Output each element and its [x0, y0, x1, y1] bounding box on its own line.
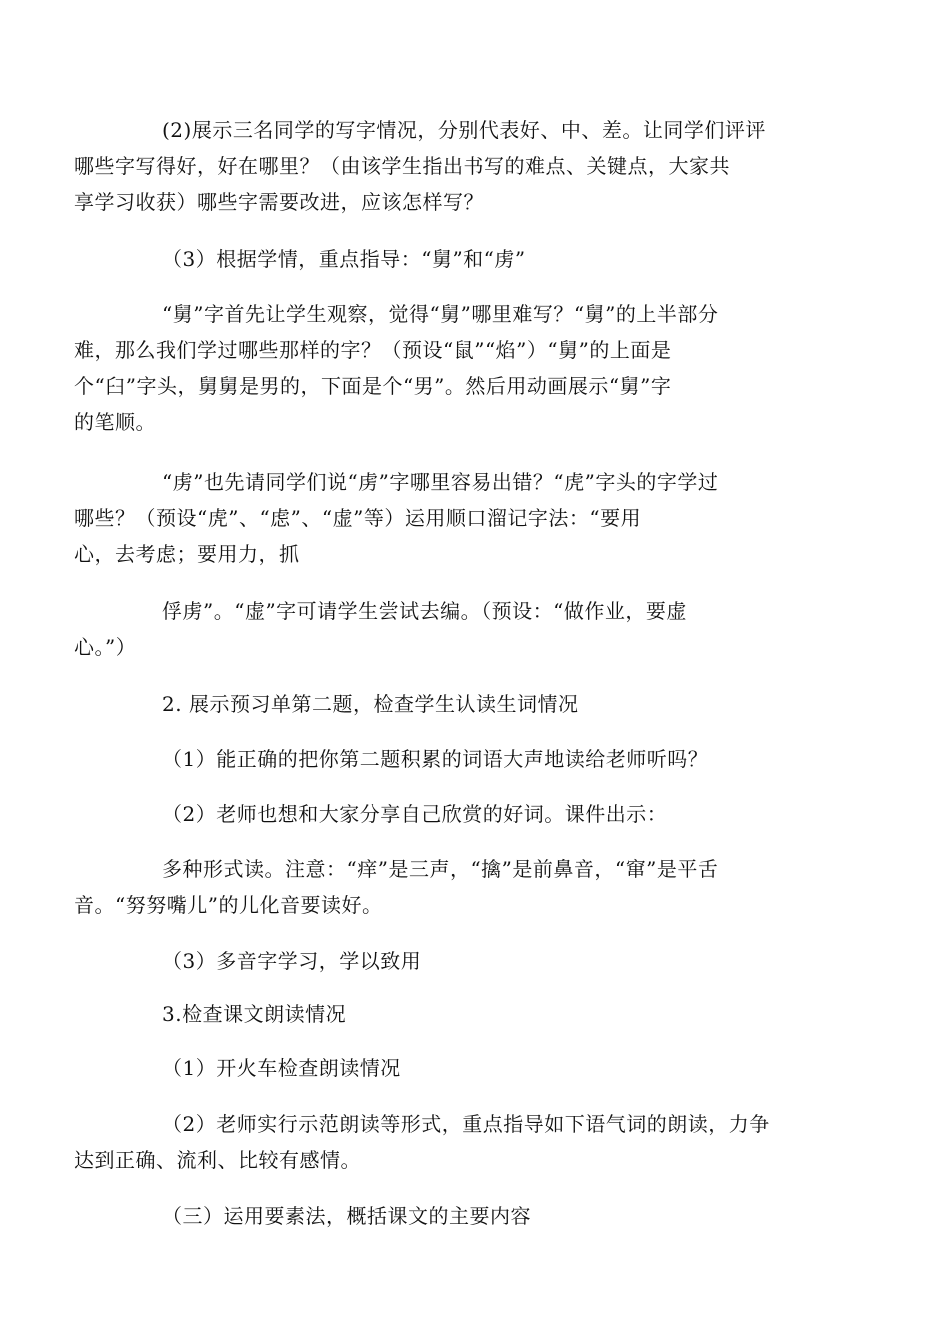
text-line: （3）多音字学习，学以致用 — [162, 949, 422, 973]
text-line: 俘虏”。“虚”字可请学生尝试去编。（预设：“做作业，要虚 — [162, 599, 687, 623]
text-line: (2)展示三名同学的写字情况，分别代表好、中、差。让同学们评评 — [162, 118, 766, 142]
text-line: 哪些？（预设“虎”、“虑”、“虚”等）运用顺口溜记字法：“要用 — [74, 506, 642, 530]
text-line: （1）能正确的把你第二题积累的词语大声地读给老师听吗？ — [162, 747, 709, 771]
text-line: （2）老师也想和大家分享自己欣赏的好词。课件出示： — [162, 802, 668, 826]
text-line: （三）运用要素法，概括课文的主要内容 — [162, 1204, 531, 1228]
paragraph-xu-character — [74, 593, 840, 665]
text-line: 达到正确、流利、比较有感情。 — [74, 1148, 361, 1172]
text-line: 音。“努努嘴儿”的儿化音要读好。 — [74, 893, 383, 917]
text-line: “虏”也先请同学们说“虏”字哪里容易出错？“虎”字头的字学过 — [162, 470, 719, 494]
paragraph-lu-character — [74, 464, 840, 572]
text-line: 3.检查课文朗读情况 — [162, 1002, 347, 1026]
text-line: 哪些字写得好，好在哪里？（由该学生指出书写的难点、关键点，大家共 — [74, 154, 730, 178]
section-heading-reading-check — [118, 996, 840, 1032]
text-line: 享学习收获）哪些字需要改进，应该怎样写？ — [74, 190, 484, 214]
text-line: 心，去考虑；要用力，抓 — [74, 542, 300, 566]
paragraph-model-reading — [74, 1106, 840, 1178]
text-line: （2）老师实行示范朗读等形式，重点指导如下语气词的朗读，力争 — [162, 1112, 770, 1136]
paragraph-pronunciation — [74, 851, 840, 923]
paragraph-read-aloud — [118, 741, 840, 777]
paragraph-teacher-share — [118, 796, 840, 832]
text-line: （1）开火车检查朗读情况 — [162, 1056, 401, 1080]
text-line: “舅”字首先让学生观察，觉得“舅”哪里难写？“舅”的上半部分 — [162, 302, 719, 326]
text-line: 难，那么我们学过哪些那样的字？（预设“鼠”“焰”）“舅”的上面是 — [74, 338, 672, 362]
section-heading-summary — [118, 1198, 840, 1234]
paragraph-jiu-character — [74, 296, 840, 440]
paragraph-key-guidance — [118, 241, 840, 277]
text-line: 的笔顺。 — [74, 410, 156, 434]
text-line: （3）根据学情，重点指导：“舅”和“虏” — [162, 247, 526, 271]
section-heading-vocabulary — [118, 686, 840, 722]
paragraph-train-reading — [118, 1050, 840, 1086]
text-line: 2. 展示预习单第二题，检查学生认读生词情况 — [162, 692, 579, 716]
text-line: 个“臼”字头，舅舅是男的，下面是个“男”。然后用动画展示“舅”字 — [74, 374, 672, 398]
paragraph-writing-showcase — [74, 112, 840, 220]
text-line: 多种形式读。注意：“痒”是三声，“擒”是前鼻音，“窜”是平舌 — [162, 857, 719, 881]
text-line: 心。”） — [74, 635, 137, 659]
paragraph-polyphone — [118, 943, 840, 979]
